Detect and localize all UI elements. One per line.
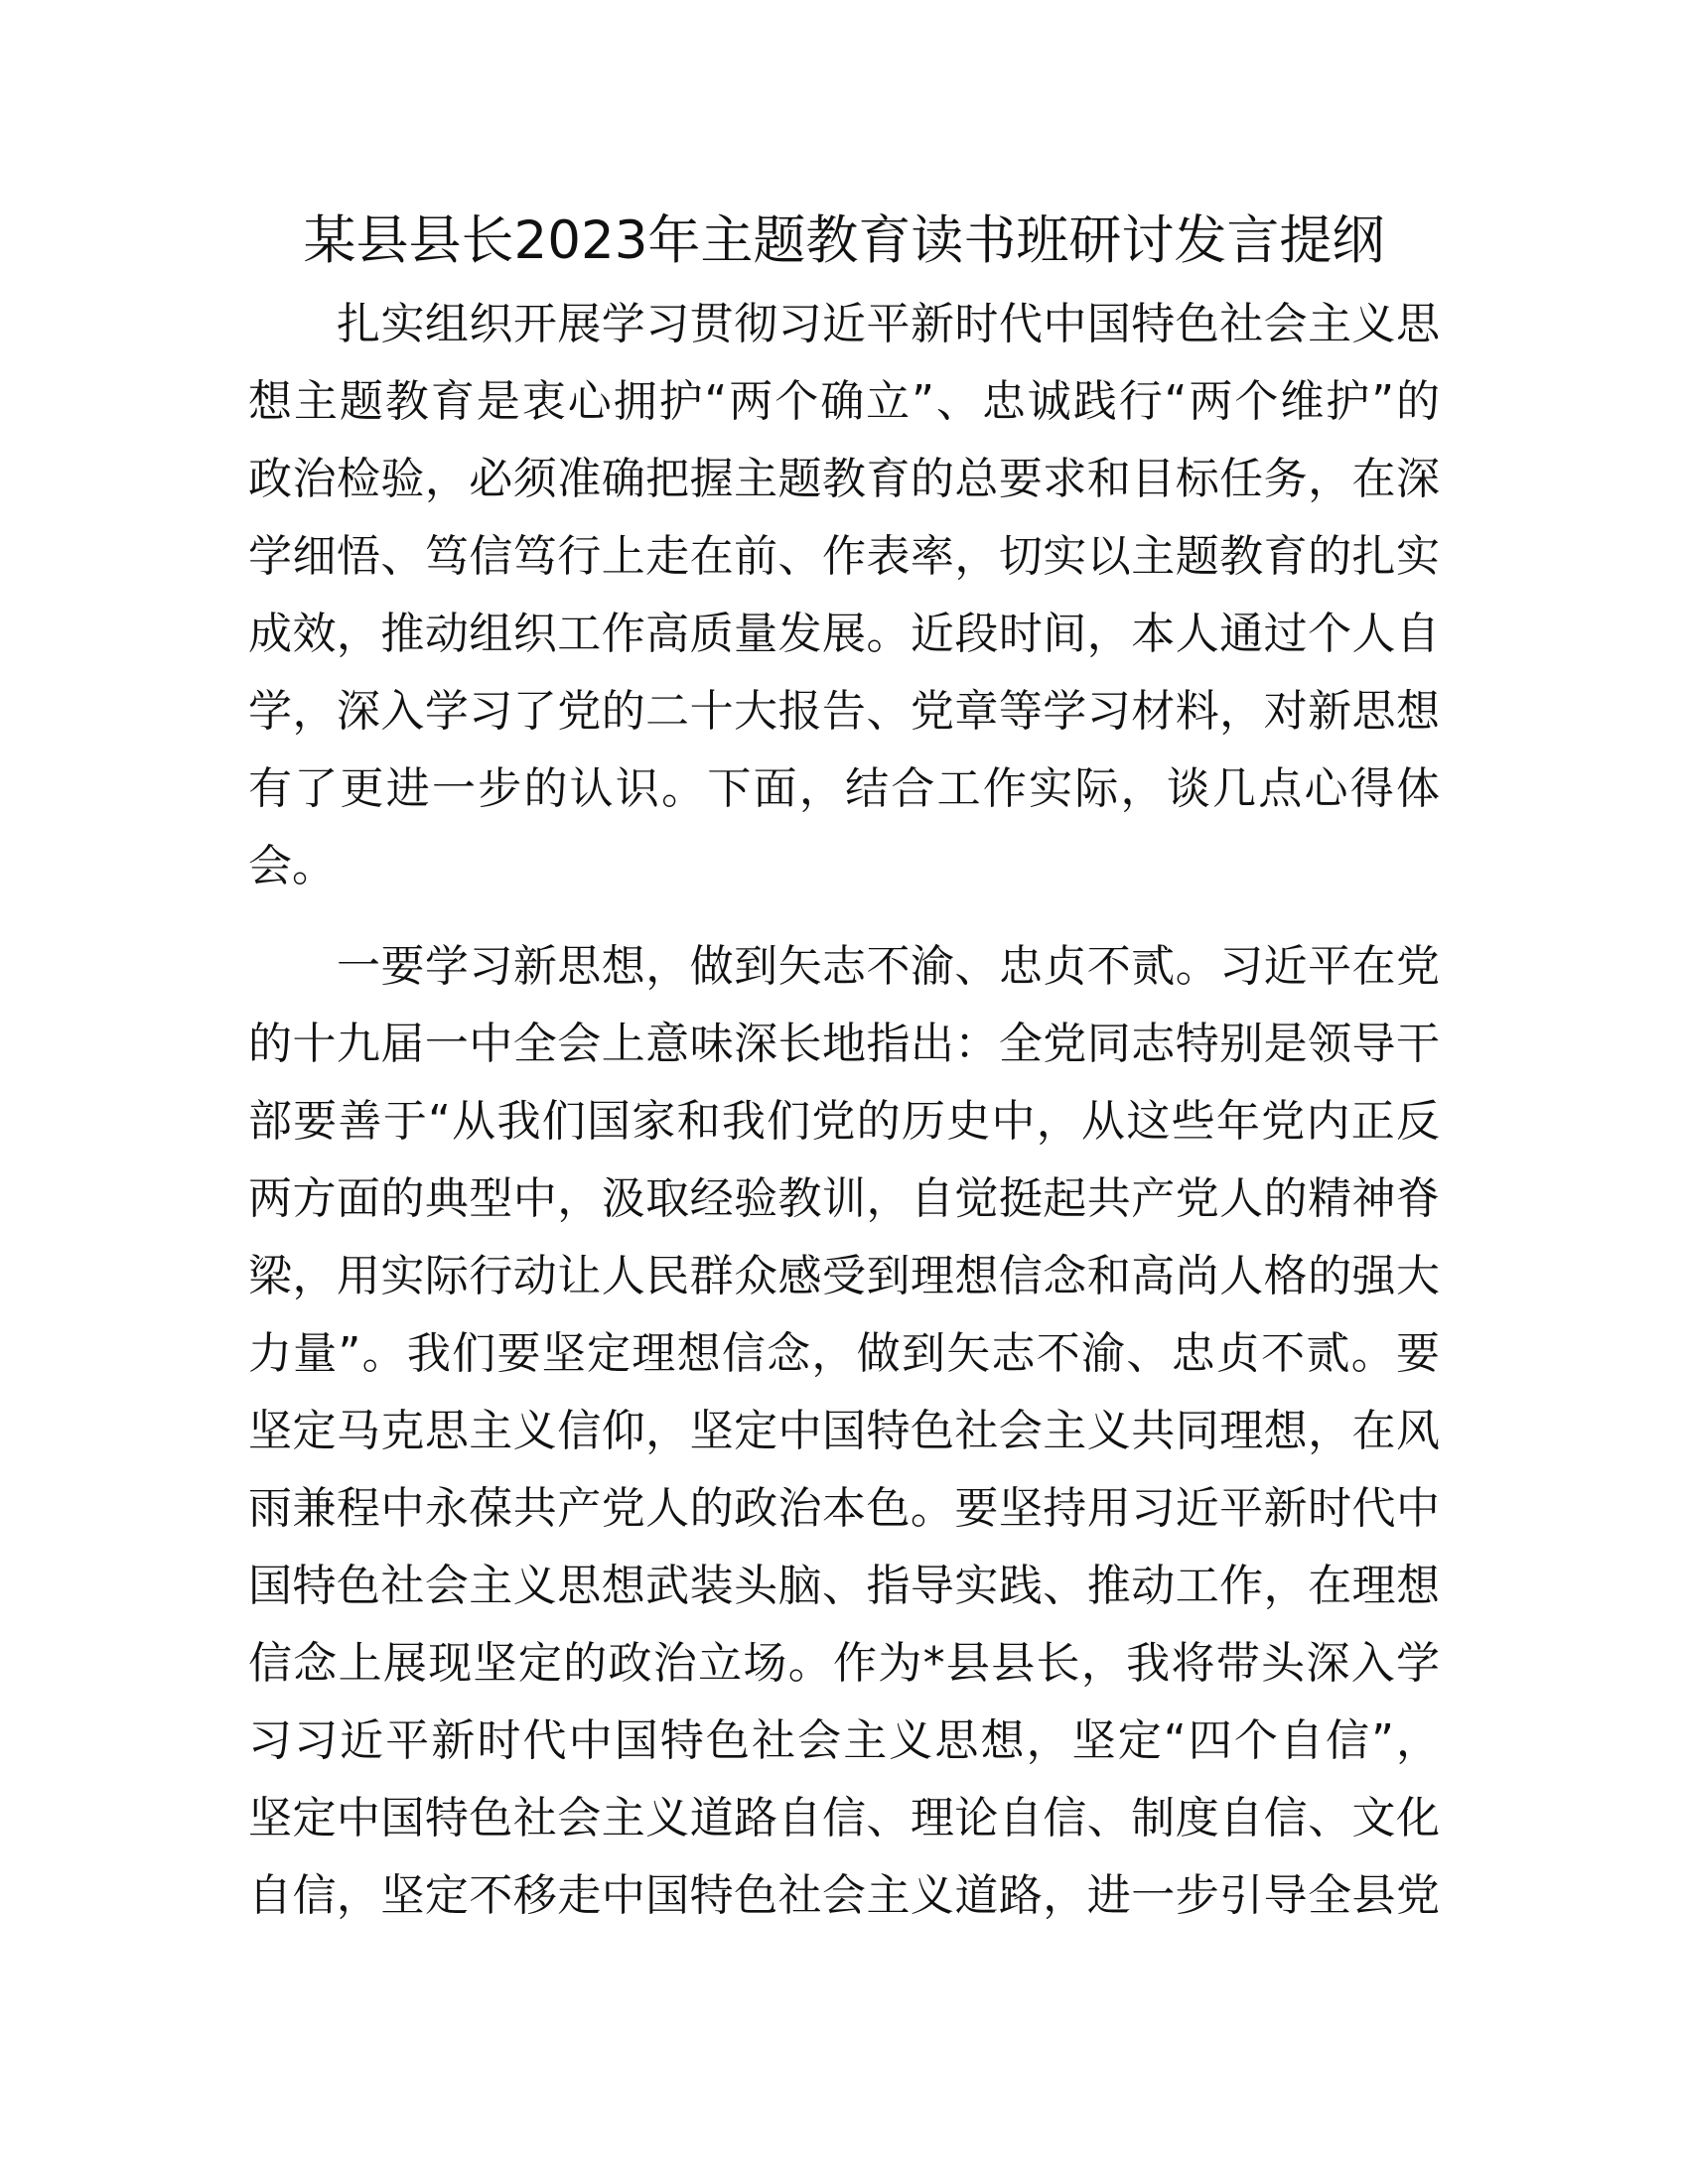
paragraph-1-line: 会。	[248, 841, 336, 891]
paragraph-2-line: 自信，坚定不移走中国特色社会主义道路，进一步引导全县党	[248, 1870, 1440, 1921]
paragraph-2-line: 一要学习新思想，做到矢志不渝、忠贞不贰。习近平在党	[337, 941, 1440, 992]
paragraph-2-line: 雨兼程中永葆共产党人的政治本色。要坚持用习近平新时代中	[248, 1483, 1440, 1534]
paragraph-2-line: 力量”。我们要坚定理想信念，做到矢志不渝、忠贞不贰。要	[248, 1328, 1440, 1379]
paragraph-2-line: 梁，用实际行动让人民群众感受到理想信念和高尚人格的强大	[248, 1251, 1440, 1301]
paragraph-1-line: 想主题教育是衷心拥护“两个确立”、忠诚践行“两个维护”的	[248, 376, 1440, 427]
paragraph-2-line: 习习近平新时代中国特色社会主义思想，坚定“四个自信”，	[248, 1715, 1440, 1766]
paragraph-2-line: 两方面的典型中，汲取经验教训，自觉挺起共产党人的精神脊	[248, 1173, 1440, 1224]
paragraph-1-line: 学细悟、笃信笃行上走在前、作表率，切实以主题教育的扎实	[248, 531, 1440, 582]
paragraph-1-line: 有了更进一步的认识。下面，结合工作实际，谈几点心得体	[248, 763, 1440, 814]
paragraph-1-line: 扎实组织开展学习贯彻习近平新时代中国特色社会主义思	[337, 299, 1440, 349]
paragraph-1-line: 成效，推动组织工作高质量发展。近段时间，本人通过个人自	[248, 609, 1440, 659]
paragraph-2-line: 坚定马克思主义信仰，坚定中国特色社会主义共同理想，在风	[248, 1406, 1440, 1456]
paragraph-2-line: 信念上展现坚定的政治立场。作为*县县长，我将带头深入学	[248, 1638, 1440, 1689]
paragraph-2-line: 坚定中国特色社会主义道路自信、理论自信、制度自信、文化	[248, 1793, 1440, 1843]
paragraph-2-line: 国特色社会主义思想武装头脑、指导实践、推动工作，在理想	[248, 1561, 1440, 1611]
paragraph-1-line: 政治检验，必须准确把握主题教育的总要求和目标任务，在深	[248, 454, 1440, 504]
document-title: 某县县长2023年主题教育读书班研讨发言提纲	[303, 210, 1385, 271]
paragraph-2-line: 的十九届一中全会上意味深长地指出：全党同志特别是领导干	[248, 1019, 1440, 1069]
paragraph-1-line: 学，深入学习了党的二十大报告、党章等学习材料，对新思想	[248, 686, 1440, 737]
paragraph-2-line: 部要善于“从我们国家和我们党的历史中，从这些年党内正反	[248, 1096, 1440, 1147]
